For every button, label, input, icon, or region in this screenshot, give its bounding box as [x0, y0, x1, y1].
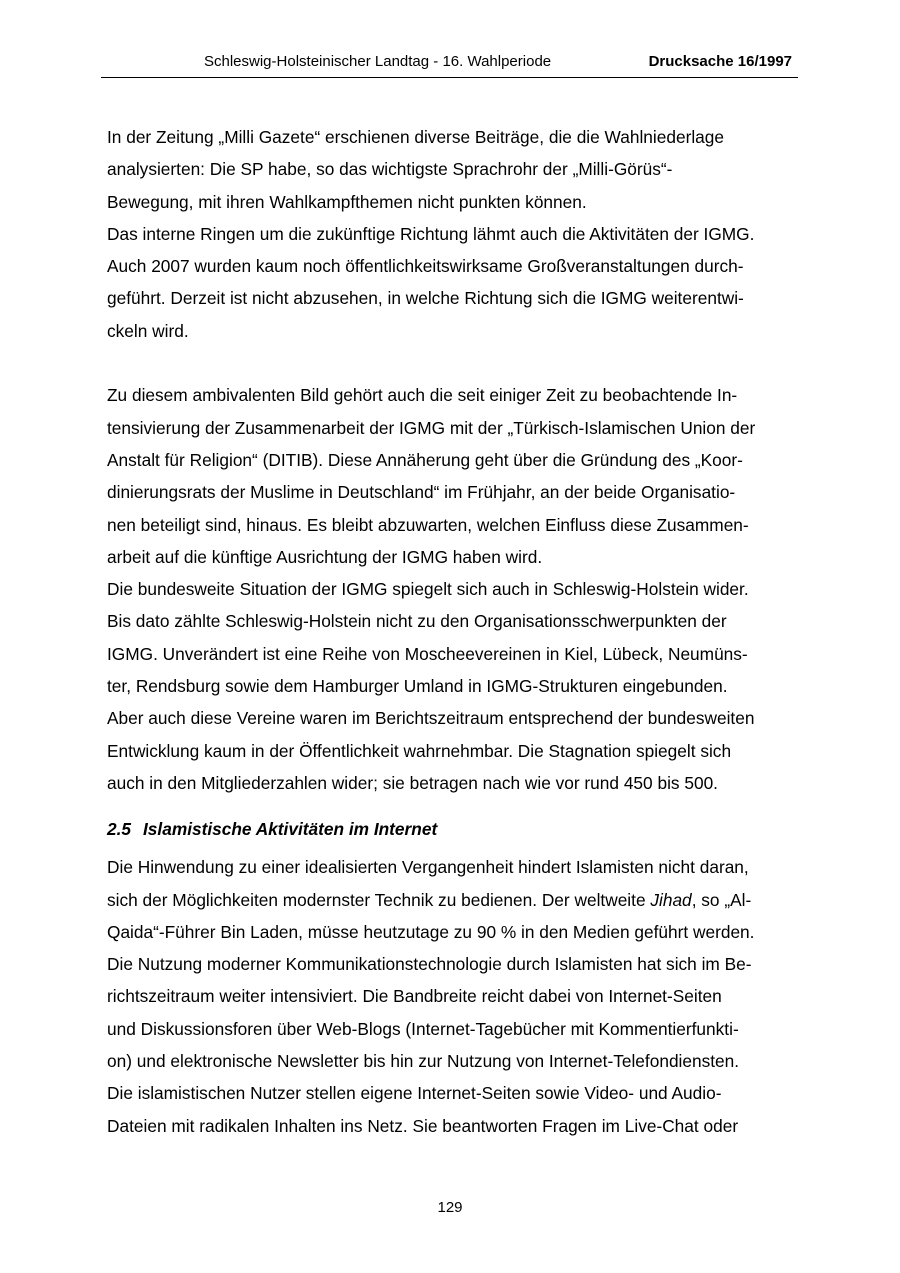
paragraph-spacer [107, 347, 807, 379]
text-line: Bewegung, mit ihren Wahlkampfthemen nicht punkten können. [107, 191, 587, 212]
body-text [107, 121, 807, 1142]
text-line: Das interne Ringen um die zukünftige Richtung lähmt auch die Aktivitäten der IGMG. [107, 223, 755, 244]
text-line: In der Zeitung „Milli Gazete“ erschienen diverse Beiträge, die die Wahlniederlage [107, 127, 725, 147]
document-reference: Drucksache 16/1997 [648, 53, 792, 70]
text-line: geführt. Derzeit ist nicht abzusehen, in welche Richtung sich die IGMG weiterentwi- [107, 288, 744, 309]
paragraph [107, 573, 807, 799]
text-line: Auch 2007 wurden kaum noch öffentlichkeitswirksame Großveranstaltungen durch- [107, 256, 744, 277]
text-line: tensivierung der Zusammenarbeit der IGMG mit der „Türkisch-Islamischen Union der [107, 417, 756, 438]
paragraph [107, 121, 807, 218]
text-line: Qaida“-Führer Bin Laden, müsse heutzutage zu 90 % in den Medien geführt werden. [107, 921, 755, 942]
paragraph [107, 218, 807, 347]
text-line: richtszeitraum weiter intensiviert. Die Bandbreite reicht dabei von Internet-Seiten [107, 986, 722, 1007]
text-line: ckeln wird. [107, 320, 189, 341]
text-line [107, 884, 807, 916]
text-line: Dateien mit radikalen Inhalten ins Netz. Sie beantworten Fragen im Live-Chat oder [107, 1115, 739, 1136]
text-line: Die Hinwendung zu einer idealisierten Vergangenheit hindert Islamisten nicht daran, [107, 857, 749, 878]
text-run: , so „Al- [691, 889, 752, 910]
text-line: Bis dato zählte Schleswig-Holstein nicht zu den Organisationsschwerpunkten der [107, 611, 727, 632]
section-number: 2.5 [107, 819, 132, 840]
paragraph [107, 851, 807, 1142]
text-line: Die Nutzung moderner Kommunikationstechnologie durch Islamisten hat sich im Be- [107, 954, 752, 975]
text-run: sich der Möglichkeiten modernster Technik zu bedienen. Der weltweite [107, 889, 651, 910]
page-number: 129 [437, 1199, 463, 1216]
section-spacer [107, 799, 807, 813]
text-line: Die bundesweite Situation der IGMG spiegelt sich auch in Schleswig-Holstein wider. [107, 579, 749, 600]
section-heading [107, 813, 807, 845]
text-line: auch in den Mitgliederzahlen wider; sie betragen nach wie vor rund 450 bis 500. [107, 772, 718, 793]
text-line: analysierten: Die SP habe, so das wichtigste Sprachrohr der „Milli-Görüs“- [107, 159, 673, 180]
text-line: Die islamistischen Nutzer stellen eigene Internet-Seiten sowie Video- und Audio- [107, 1083, 722, 1104]
text-line: Anstalt für Religion“ (DITIB). Diese Annäherung geht über die Gründung des „Koor- [107, 449, 743, 470]
section-title: Islamistische Aktivitäten im Internet [143, 819, 438, 840]
page-header [101, 49, 798, 78]
header-title: Schleswig-Holsteinischer Landtag - 16. Wahlperiode [204, 53, 552, 70]
text-line: Zu diesem ambivalenten Bild gehört auch die seit einiger Zeit zu beobachtende In- [107, 385, 738, 406]
paragraph [107, 379, 807, 573]
text-line: IGMG. Unverändert ist eine Reihe von Moscheevereinen in Kiel, Lübeck, Neumüns- [107, 643, 748, 664]
text-line: arbeit auf die künftige Ausrichtung der IGMG haben wird. [107, 546, 543, 567]
text-line: dinierungsrats der Muslime in Deutschland“ im Frühjahr, an der beide Organisatio- [107, 482, 736, 503]
text-line: on) und elektronische Newsletter bis hin zur Nutzung von Internet-Telefondiensten. [107, 1051, 740, 1072]
text-line: und Diskussionsforen über Web-Blogs (Internet-Tagebücher mit Kommentierfunkti- [107, 1018, 739, 1039]
text-line: Aber auch diese Vereine waren im Berichtszeitraum entsprechend der bundesweiten [107, 708, 755, 729]
emphasis-jihad: Jihad [650, 889, 692, 910]
text-line: ter, Rendsburg sowie dem Hamburger Umland in IGMG-Strukturen eingebunden. [107, 676, 728, 697]
text-line: Entwicklung kaum in der Öffentlichkeit wahrnehmbar. Die Stagnation spiegelt sich [107, 740, 732, 761]
text-line: nen beteiligt sind, hinaus. Es bleibt abzuwarten, welchen Einfluss diese Zusammen- [107, 514, 749, 535]
